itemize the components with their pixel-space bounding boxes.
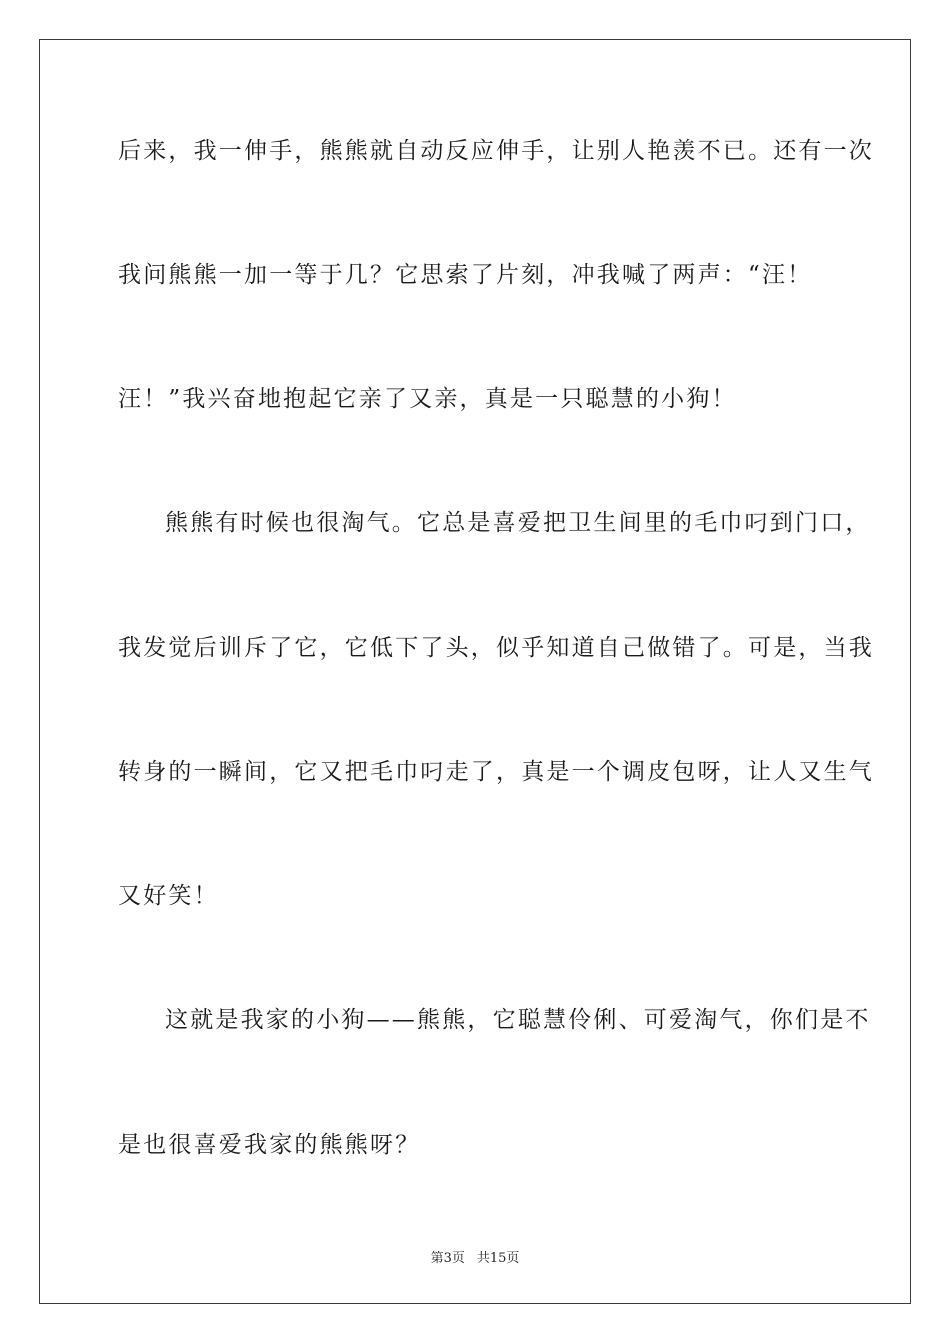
page-border [39, 39, 911, 1304]
text-line-1: 后来，我一伸手，熊熊就自动反应伸手，让别人艳羡不已。还有一次 [118, 138, 874, 164]
text-line-9: 是也很喜爱我家的熊熊呀？ [118, 1132, 421, 1158]
text-line-6: 转身的一瞬间，它又把毛巾叼走了，真是一个调皮包呀，让人又生气 [118, 759, 874, 785]
page-total: 共15页 [476, 1251, 520, 1266]
page-number: 第3页 [430, 1251, 465, 1266]
text-line-5: 我发觉后训斥了它，它低下了头，似乎知道自己做错了。可是，当我 [118, 635, 874, 661]
page-footer [0, 1247, 950, 1266]
text-line-3: 汪！”我兴奋地抱起它亲了又亲，真是一只聪慧的小狗！ [118, 386, 737, 412]
text-line-4: 熊熊有时候也很淘气。它总是喜爱把卫生间里的毛巾叼到门口， [165, 510, 871, 536]
text-line-8: 这就是我家的小狗——熊熊，它聪慧伶俐、可爱淘气，你们是不 [165, 1007, 871, 1033]
text-line-7: 又好笑！ [118, 883, 219, 909]
text-line-2: 我问熊熊一加一等于几？它思索了片刻，冲我喊了两声：“汪！ [118, 262, 813, 288]
